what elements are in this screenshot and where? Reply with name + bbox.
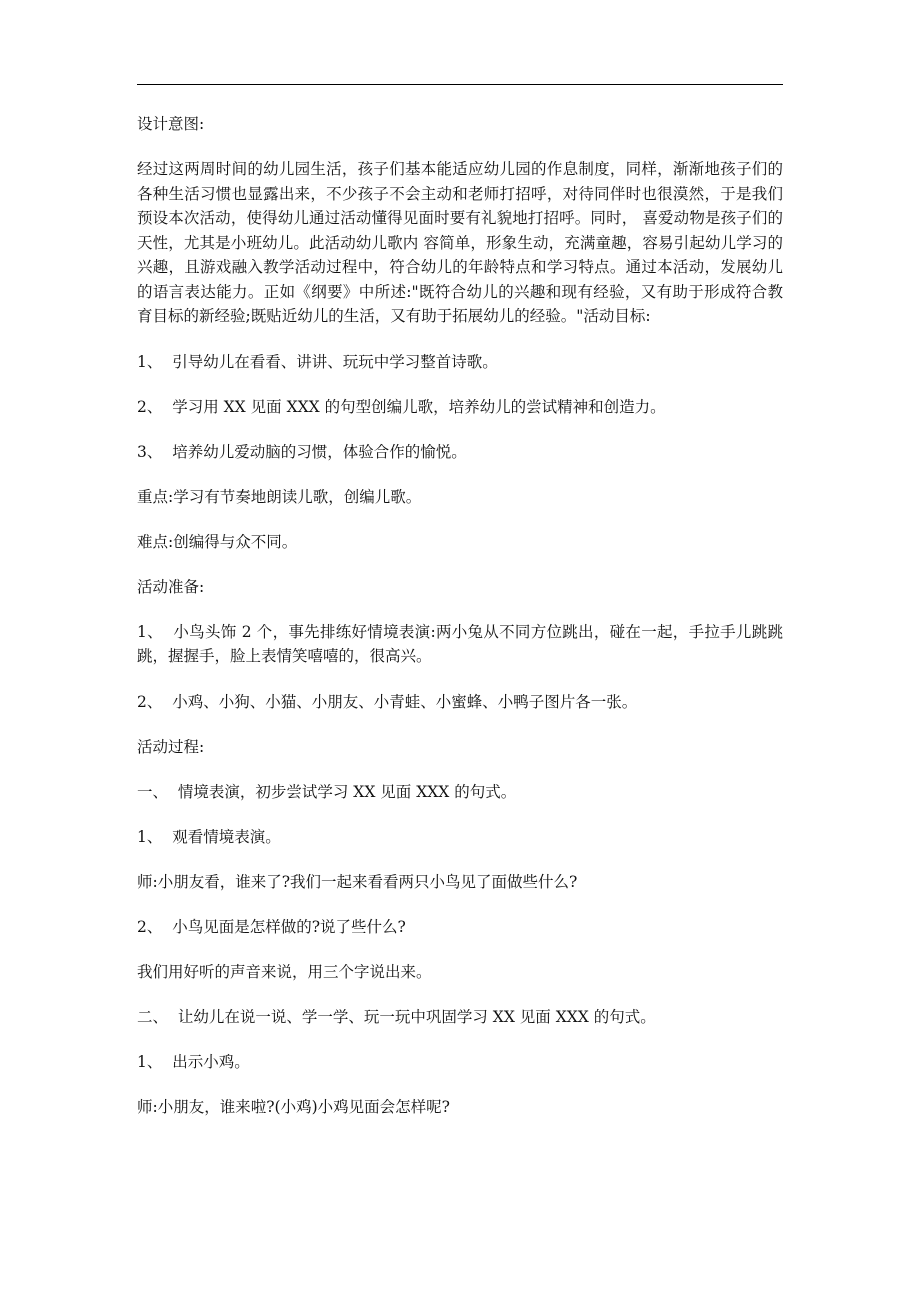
goal-item-3: 3、 培养幼儿爱动脑的习惯，体验合作的愉悦。 [137,442,467,461]
process-substep-2-1: 1、 出示小鸡。 [137,1052,250,1071]
document-body [137,112,783,1119]
process-substep-1-1: 1、 观看情境表演。 [137,827,281,846]
process-step-1: 一、 情境表演，初步尝试学习 XX 见面 XXX 的句式。 [137,782,517,801]
difficulty-point: 难点:创编得与众不同。 [137,532,298,551]
instruction-line: 我们用好听的声音来说，用三个字说出来。 [137,962,432,981]
preparation-item-1: 1、 小鸟头饰 2 个，事先排练好情境表演:两小兔从不同方位跳出，碰在一起，手拉手儿跳跳跳，握握手，脸上表情笑嘻嘻的，很高兴。 [137,622,783,665]
heading-design-intent: 设计意图: [137,115,205,133]
paragraph-design-intent: 经过这两周时间的幼儿园生活，孩子们基本能适应幼儿园的作息制度，同样，渐渐地孩子们的各种生活习惯也显露出来，不少孩子不会主动和老师打招呼，对待同伴时也很漠然，于是我们预设本次活动，使得幼儿通过活动懂得见面时要有礼貌地打招呼。同时， 喜爱动物是孩子们的天性，尤其是小班幼儿。此活动幼儿歌内 容简单，形象生动，充满童趣，容易引起幼儿学习的兴趣，且游戏融入教学活动过程中，符合幼儿的年龄特点和学习特点。通过本活动，发展幼儿的语言表达能力。正如《纲要》中所述:"既符合幼儿的兴趣和现有经验，又有助于形成符合教育目标的新经验;既贴近幼儿的生活，又有助于拓展幼儿的经验。"活动目标: [137,160,783,325]
preparation-item-2: 2、 小鸡、小狗、小猫、小朋友、小青蛙、小蜜蜂、小鸭子图片各一张。 [137,692,638,711]
heading-process: 活动过程: [137,737,205,756]
key-point: 重点:学习有节奏地朗读儿歌，创编儿歌。 [137,487,422,506]
goal-item-1: 1、 引导幼儿在看看、讲讲、玩玩中学习整首诗歌。 [137,352,498,371]
goal-item-2: 2、 学习用 XX 见面 XXX 的句型创编儿歌，培养幼儿的尝试精神和创造力。 [137,397,666,416]
teacher-line-1: 师:小朋友看，谁来了?我们一起来看看两只小鸟见了面做些什么? [137,872,578,891]
header-rule [137,84,783,85]
heading-preparation: 活动准备: [137,577,205,596]
teacher-line-2: 师:小朋友，谁来啦?(小鸡)小鸡见面会怎样呢? [137,1097,450,1116]
process-substep-1-2: 2、 小鸟见面是怎样做的?说了些什么? [137,917,406,936]
process-step-2: 二、 让幼儿在说一说、学一学、玩一玩中巩固学习 XX 见面 XXX 的句式。 [137,1007,656,1026]
